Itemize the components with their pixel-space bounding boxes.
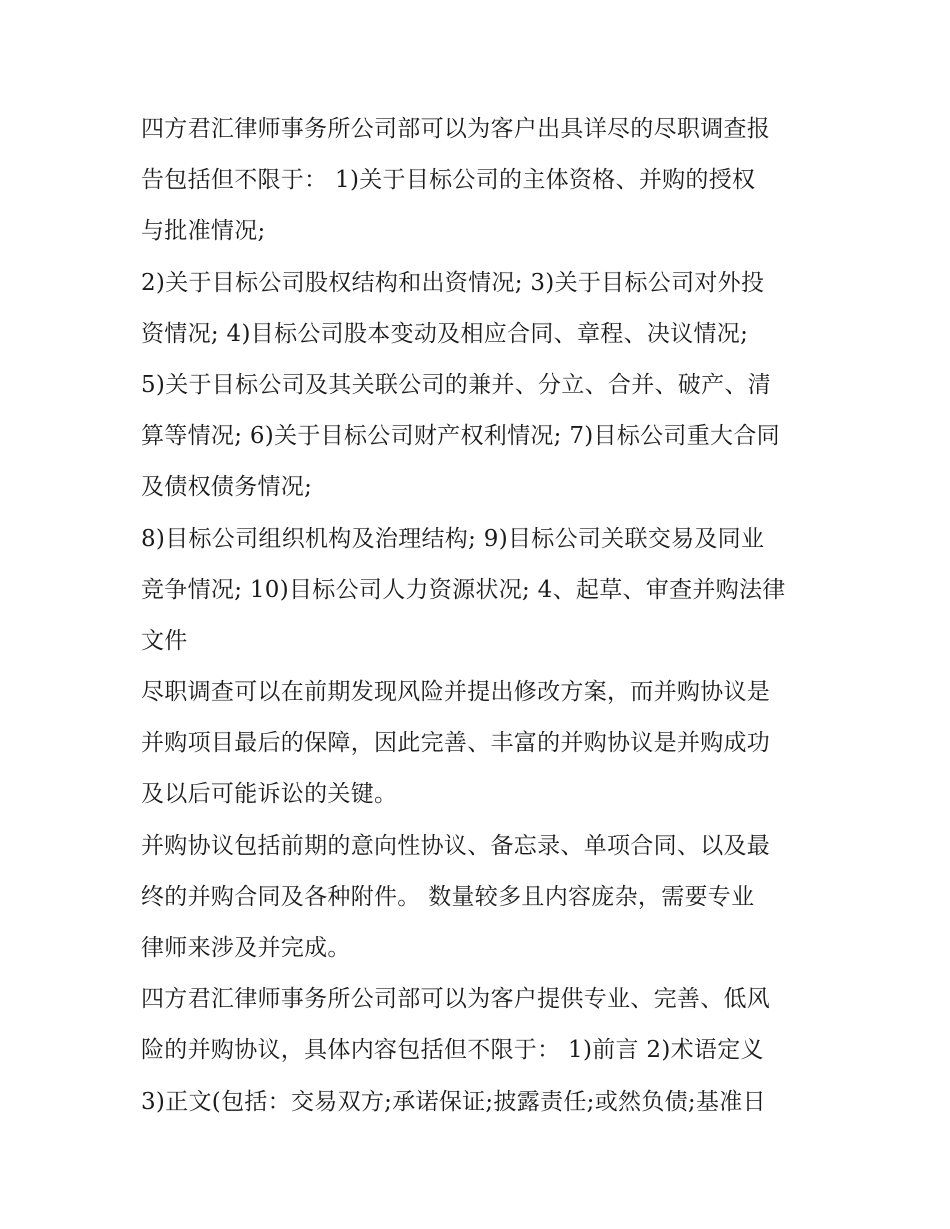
text-line: 5)关于目标公司及其关联公司的兼并、分立、合并、破产、清 (141, 371, 772, 398)
document-body (141, 104, 813, 1128)
text-line: 算等情况; 6)关于目标公司财产权利情况; 7)目标公司重大合同 (141, 423, 780, 450)
text-line: 尽职调查可以在前期发现风险并提出修改方案，而并购协议是 (141, 679, 771, 706)
text-line: 并购项目最后的保障，因此完善、丰富的并购协议是并购成功 (141, 730, 771, 757)
text-line: 与批准情况; (141, 218, 266, 245)
text-line: 8)目标公司组织机构及治理结构; 9)目标公司关联交易及同业 (141, 525, 765, 552)
text-line: 律师来涉及并完成。 (141, 935, 351, 961)
text-line: 2)关于目标公司股权结构和出资情况; 3)关于目标公司对外投 (141, 269, 765, 296)
text-line: 告包括但不限于： 1)关于目标公司的主体资格、并购的授权 (141, 167, 756, 194)
text-line: 终的并购合同及各种附件。 数量较多且内容庞杂，需要专业 (141, 883, 755, 910)
text-line: 并购协议包括前期的意向性协议、备忘录、单项合同、以及最 (141, 832, 771, 859)
text-line: 四方君汇律师事务所公司部可以为客户出具详尽的尽职调查报 (141, 116, 771, 142)
text-line: 险的并购协议，具体内容包括但不限于： 1)前言 2)术语定义 (141, 1037, 764, 1064)
text-line: 及以后可能诉讼的关键。 (141, 781, 398, 808)
text-line: 文件 (141, 627, 188, 654)
text-line: 及债权债务情况; (141, 474, 313, 501)
text-line: 3)正文(包括：交易双方;承诺保证;披露责任;或然负债;基准日 (141, 1088, 766, 1115)
text-line: 竞争情况; 10)目标公司人力资源状况; 4、起草、审查并购法律 (141, 576, 786, 603)
text-line: 资情况; 4)目标公司股本变动及相应合同、章程、决议情况; (141, 320, 749, 347)
text-line: 四方君汇律师事务所公司部可以为客户提供专业、完善、低风 (141, 986, 771, 1013)
